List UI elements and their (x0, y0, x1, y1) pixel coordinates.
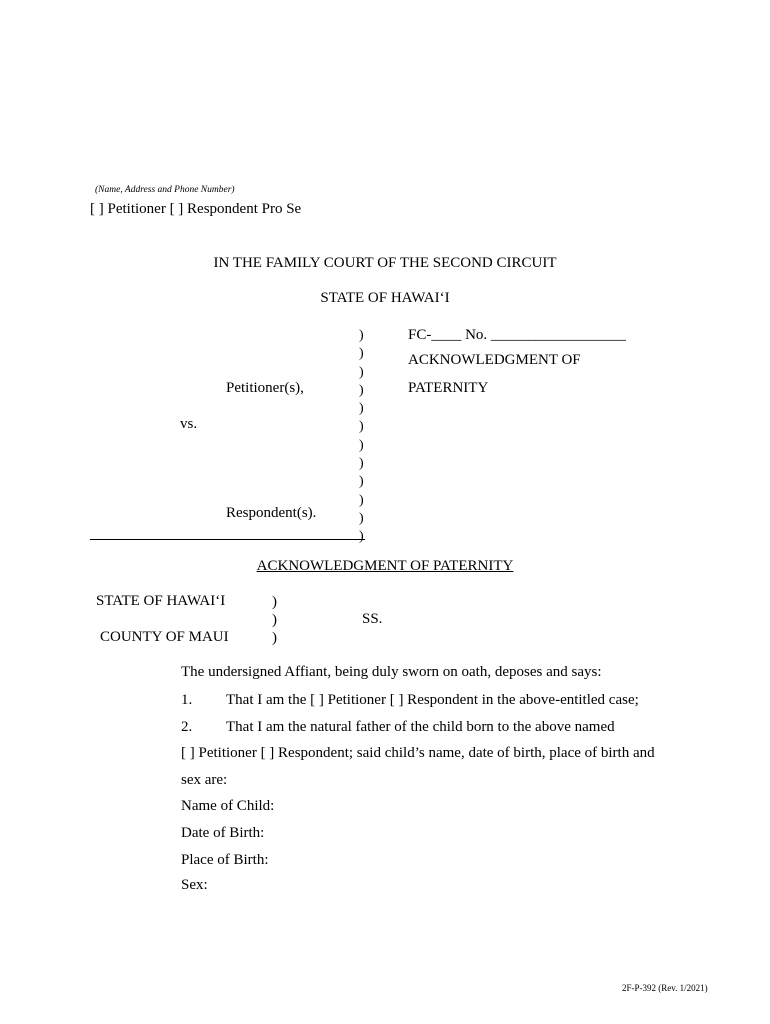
item2-number: 2. (181, 719, 193, 735)
caption-paren: ) (359, 456, 364, 472)
caption-bottom-rule (90, 539, 365, 540)
item1-text[interactable]: That I am the [ ] Petitioner [ ] Respondent in the above-entitled case; (226, 692, 639, 708)
child-name-field[interactable]: Name of Child: (181, 798, 275, 814)
sex-field[interactable]: Sex: (181, 877, 208, 893)
case-number-field[interactable]: FC-____ No. __________________ (408, 327, 626, 343)
caption-paren: ) (359, 328, 364, 343)
caption-paren: ) (359, 437, 364, 453)
court-state: STATE OF HAWAIʻI (320, 290, 450, 306)
place-of-birth-field[interactable]: Place of Birth: (181, 852, 269, 868)
affiant-intro: The undersigned Affiant, being duly sworn on oath, deposes and says: (181, 664, 602, 680)
respondent-label: Respondent(s). (226, 505, 317, 521)
name-address-hint: (Name, Address and Phone Number) (95, 185, 235, 195)
caption-paren: ) (359, 474, 364, 490)
caption-paren: ) (359, 419, 364, 435)
venue-paren: ) (272, 594, 277, 610)
item1-number: 1. (181, 692, 193, 708)
venue-county: COUNTY OF MAUI (100, 629, 229, 645)
venue-ss: SS. (362, 611, 383, 627)
caption-paren: ) (359, 346, 364, 362)
caption-paren: ) (359, 529, 364, 545)
date-of-birth-field[interactable]: Date of Birth: (181, 825, 265, 841)
caption-title-line1: ACKNOWLEDGMENT OF (408, 352, 581, 368)
caption-paren: ) (359, 401, 364, 417)
caption-paren: ) (359, 382, 364, 398)
court-name: IN THE FAMILY COURT OF THE SECOND CIRCUIT (213, 255, 557, 271)
party-checkbox-line[interactable]: [ ] Petitioner [ ] Respondent Pro Se (90, 201, 302, 217)
venue-paren: ) (272, 630, 277, 646)
caption-paren-column (359, 327, 371, 547)
petitioner-label: Petitioner(s), (226, 380, 304, 396)
caption-paren: ) (359, 364, 364, 380)
item2-text: That I am the natural father of the child born to the above named (226, 719, 615, 735)
item2-continuation[interactable]: [ ] Petitioner [ ] Respondent; said child’s name, date of birth, place of birth and (181, 745, 655, 761)
vs-label: vs. (180, 416, 198, 432)
document-title: ACKNOWLEDGMENT OF PATERNITY (256, 558, 514, 574)
form-number: 2F-P-392 (Rev. 1/2021) (622, 983, 708, 993)
caption-title-line2: PATERNITY (408, 380, 489, 396)
venue-paren: ) (272, 612, 277, 628)
venue-state: STATE OF HAWAIʻI (96, 593, 226, 609)
caption-paren: ) (359, 510, 364, 526)
caption-paren: ) (359, 492, 364, 508)
item2-continuation-end: sex are: (181, 772, 228, 788)
